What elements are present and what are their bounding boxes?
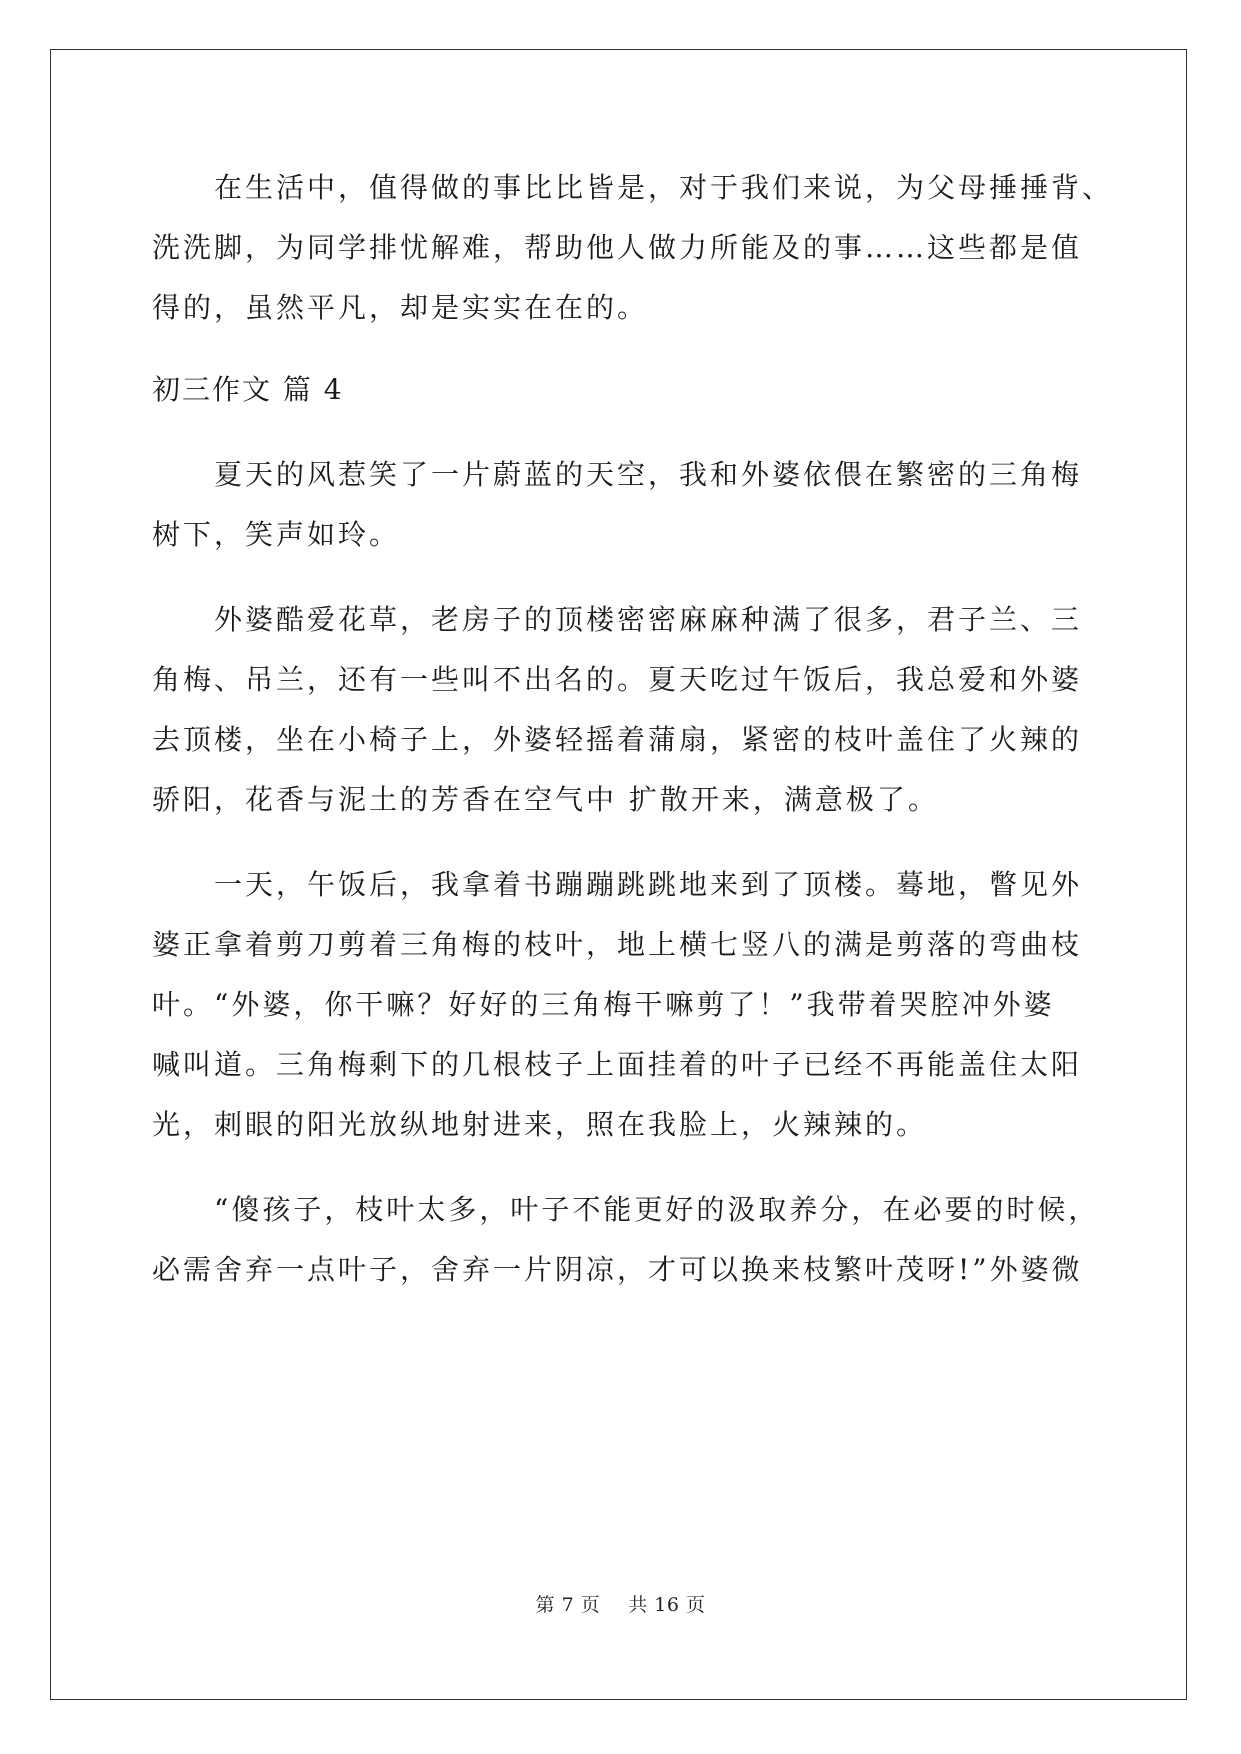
paragraph-line: 去顶楼，坐在小椅子上，外婆轻摇着蒲扇，紧密的枝叶盖住了火辣的	[152, 723, 1083, 756]
paragraph-line: 得的，虽然平凡，却是实实在在的。	[152, 291, 649, 324]
paragraph-4	[152, 855, 1092, 1155]
paragraph-line: 必需舍弃一点叶子，舍弃一片阴凉，才可以换来枝繁叶茂呀!”外婆微	[152, 1253, 1083, 1286]
paragraph-line: 在生活中，值得做的事比比皆是，对于我们来说，为父母捶捶背、	[214, 171, 1114, 204]
page-footer	[0, 1590, 1241, 1617]
paragraph-line: 外婆酷爱花草，老房子的顶楼密密麻麻种满了很多，君子兰、三	[214, 603, 1083, 636]
paragraph-line: “傻孩子，枝叶太多，叶子不能更好的汲取养分，在必要的时候，	[214, 1193, 1100, 1226]
paragraph-3	[152, 590, 1092, 830]
paragraph-line: 角梅、吊兰，还有一些叫不出名的。夏天吃过午饭后，我总爱和外婆	[152, 663, 1083, 696]
paragraph-line: 骄阳，花香与泥土的芳香在空气中 扩散开来，满意极了。	[152, 783, 939, 816]
page-total: 共 16 页	[628, 1594, 706, 1616]
paragraph-line: 一天，午饭后，我拿着书蹦蹦跳跳地来到了顶楼。蓦地，瞥见外	[214, 868, 1083, 901]
paragraph-line: 夏天的风惹笑了一片蔚蓝的天空，我和外婆依偎在繁密的三角梅	[214, 458, 1083, 491]
paragraph-line: 叶。“外婆，你干嘛？好好的三角梅干嘛剪了！”我带着哭腔冲外婆	[152, 988, 1055, 1021]
document-body	[152, 158, 1114, 1300]
section-heading: 初三作文 篇 4	[152, 373, 344, 406]
paragraph-line: 洗洗脚，为同学排忧解难，帮助他人做力所能及的事……这些都是值	[152, 231, 1083, 264]
paragraph-1	[152, 158, 1114, 338]
paragraph-line: 喊叫道。三角梅剩下的几根枝子上面挂着的叶子已经不再能盖住太阳	[152, 1048, 1083, 1081]
paragraph-line: 婆正拿着剪刀剪着三角梅的枝叶，地上横七竖八的满是剪落的弯曲枝	[152, 928, 1083, 961]
paragraph-line: 光，刺眼的阳光放纵地射进来，照在我脸上，火辣辣的。	[152, 1108, 928, 1141]
page-number: 第 7 页	[535, 1594, 601, 1616]
paragraph-line: 树下，笑声如玲。	[152, 518, 401, 551]
paragraph-5	[152, 1180, 1100, 1300]
paragraph-2	[152, 445, 1092, 565]
